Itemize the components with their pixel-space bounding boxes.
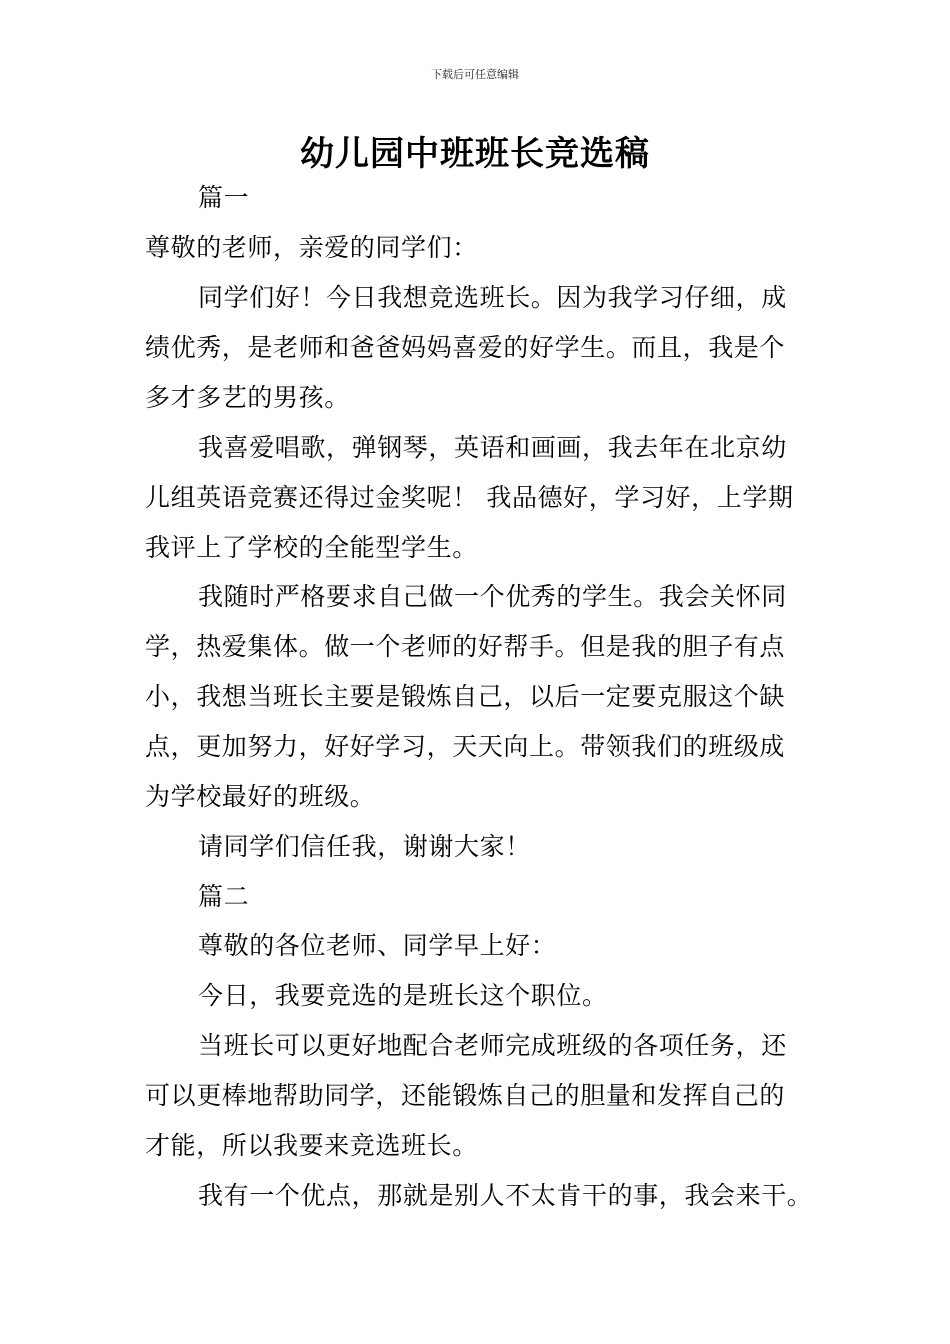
body-line: 我随时严格要求自己做一个优秀的学生。我会关怀同 bbox=[198, 582, 787, 611]
salutation-1: 尊敬的老师，亲爱的同学们： bbox=[145, 233, 478, 262]
body-line: 学，热爱集体。做一个老师的好帮手。但是我的胆子有点 bbox=[145, 632, 786, 661]
body-line: 同学们好！今日我想竞选班长。因为我学习仔细，成 bbox=[198, 283, 787, 312]
body-line: 当班长可以更好地配合老师完成班级的各项任务，还 bbox=[198, 1031, 787, 1060]
body-line: 绩优秀，是老师和爸爸妈妈喜爱的好学生。而且，我是个 bbox=[145, 333, 786, 362]
body-line: 我有一个优点，那就是别人不太肯干的事，我会来干。 bbox=[198, 1181, 813, 1210]
section-heading-2: 篇二 bbox=[198, 882, 250, 911]
body-line: 儿组英语竞赛还得过金奖呢！ 我品德好，学习好，上学期 bbox=[145, 483, 794, 512]
body-line: 点，更加努力，好好学习，天天向上。带领我们的班级成 bbox=[145, 732, 786, 761]
body-line: 今日，我要竞选的是班长这个职位。 bbox=[198, 981, 608, 1010]
document-title: 幼儿园中班班长竞选稿 bbox=[300, 134, 650, 174]
body-line: 请同学们信任我，谢谢大家！ bbox=[198, 832, 531, 861]
body-line: 才能，所以我要来竞选班长。 bbox=[145, 1131, 478, 1160]
body-line: 我评上了学校的全能型学生。 bbox=[145, 533, 478, 562]
body-line: 可以更棒地帮助同学，还能锻炼自己的胆量和发挥自己的 bbox=[145, 1081, 786, 1110]
body-line: 小，我想当班长主要是锻炼自己，以后一定要克服这个缺 bbox=[145, 682, 786, 711]
body-line: 多才多艺的男孩。 bbox=[145, 383, 350, 412]
body-line: 为学校最好的班级。 bbox=[145, 782, 376, 811]
body-line: 我喜爱唱歌，弹钢琴，英语和画画，我去年在北京幼 bbox=[198, 433, 787, 462]
header-note: 下载后可任意编辑 bbox=[431, 68, 519, 81]
section-heading-1: 篇一 bbox=[198, 183, 250, 212]
salutation-2: 尊敬的各位老师、同学早上好： bbox=[198, 931, 557, 960]
